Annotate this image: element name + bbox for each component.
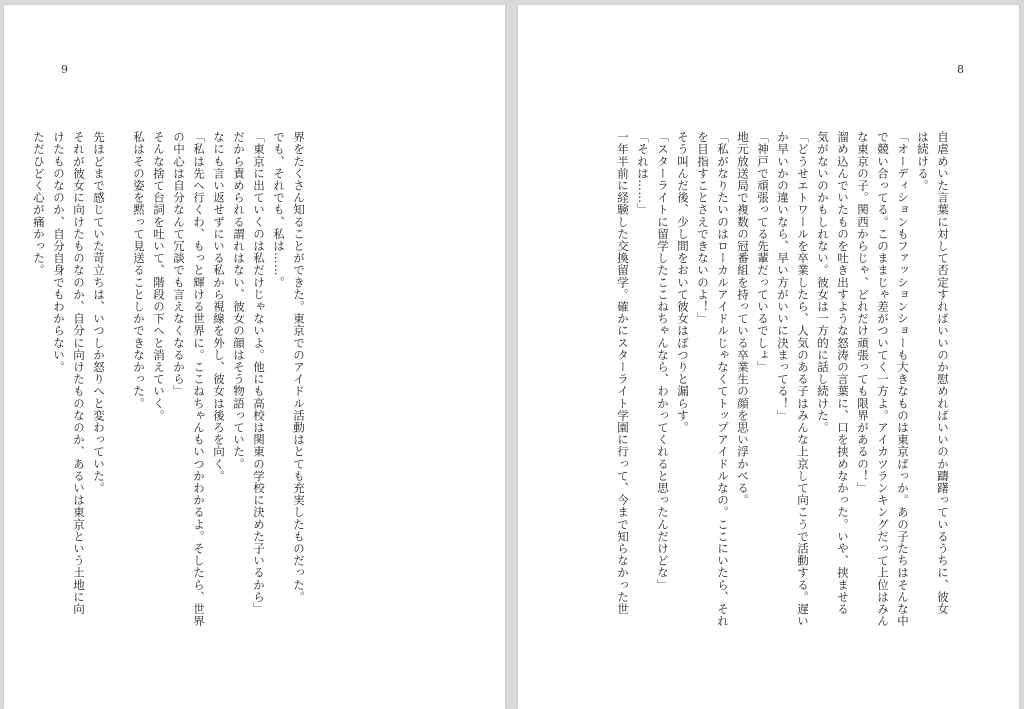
text-line-blank: [109, 131, 129, 651]
text-line: 気がないのかもしれない。彼女は一方的に話し続けた。: [816, 131, 830, 434]
right-page-text: [533, 131, 953, 651]
text-line: 自虐めいた言葉に対して否定すればいいのか慰めればいいのか躊躇っているうちに、彼女: [936, 131, 950, 615]
text-line: な東京の子。関西からじゃ、どれだけ頑張っても限界があるの！」: [856, 131, 870, 494]
text-line: 「私は先へ行くわ、もっと輝ける世界に。ここねちゃんもいつかわかるよ。そしたら、世界: [192, 131, 206, 628]
text-line: 「東京に出ていくのは私だけじゃないよ。他にも高校は関東の学校に決めた子いるから」: [252, 131, 266, 615]
text-line: は続ける。: [916, 131, 930, 192]
text-line: 先ほどまで感じていた苛立ちは、いつしか怒りへと変わっていた。: [92, 131, 106, 494]
right-page: [518, 5, 1019, 709]
text-line: そう叫んだ後、少し間をおいて彼女はぽつりと漏らす。: [676, 131, 690, 434]
text-line: 「どうせエトワールを卒業したら、人気のある子はみんな上京して向こうで活動する。遅い: [796, 131, 810, 628]
text-line: ただひどく心が痛かった。: [32, 131, 46, 277]
text-line: で競い合ってる。このままじゃ差がついてく一方よ。アイカツランキングだって上位はみん: [876, 131, 890, 628]
text-line: 私はその姿を黙って見送ることしかできなかった。: [132, 131, 146, 410]
text-line: でも、それでも、私は……。: [272, 131, 286, 289]
text-line: 「神戸で頑張ってる先輩だっているでしょ」: [756, 131, 770, 373]
text-line: それが彼女に向けたものなのか、自分に向けたものなのか、あるいは東京という土地に向: [72, 131, 86, 615]
text-line: か早いかの違いなら、早い方がいいに決まってる！」: [776, 131, 790, 422]
text-line: だから責められる謂れはない、彼女の顔はそう物語っていた。: [232, 131, 246, 470]
text-line: 一年半前に経験した交換留学。確かにスターライト学園に行って、今まで知らなかった世: [616, 131, 630, 615]
page-number-right: 8: [957, 63, 964, 76]
text-line: 「スターライトに留学したここねちゃんなら、わかってくれると思ったんだけどな」: [656, 131, 670, 591]
text-line: を目指すことさえできないのよ！」: [696, 131, 710, 325]
text-line: なにも言い返せずにいる私から視線を外し、彼女は後ろを向く。: [212, 131, 226, 482]
left-page: [4, 5, 505, 709]
text-line: けたものなのか、自分自身でもわからない。: [52, 131, 66, 373]
text-line: 「私がなりたいのはローカルアイドルじゃなくてトップアイドルなの。ここにいたら、それ: [716, 131, 730, 628]
text-line: 「それは……」: [636, 131, 650, 216]
text-line: 地元放送局で複数の冠番組を持っている卒業生の顔を思い浮かべる。: [736, 131, 750, 507]
text-line: の中心は自分なんて冗談でも言えなくなるから」: [172, 131, 186, 398]
text-line: そんな捨て台詞を吐いて、階段の下へと消えていく。: [152, 131, 166, 422]
text-line: 界をたくさん知ることができた。東京でのアイドル活動はとても充実したものだった。: [292, 131, 306, 603]
text-line: 溜め込んでいたものを吐き出すような怒涛の言葉に、口を挟めなかった。いや、挟ませる: [836, 131, 850, 615]
page-number-left: 9: [61, 63, 68, 76]
left-page-text: [32, 131, 309, 651]
text-line: 「オーディションもファッションショーも大きなものは東京ばっか。あの子たちはそんな中: [896, 131, 910, 628]
